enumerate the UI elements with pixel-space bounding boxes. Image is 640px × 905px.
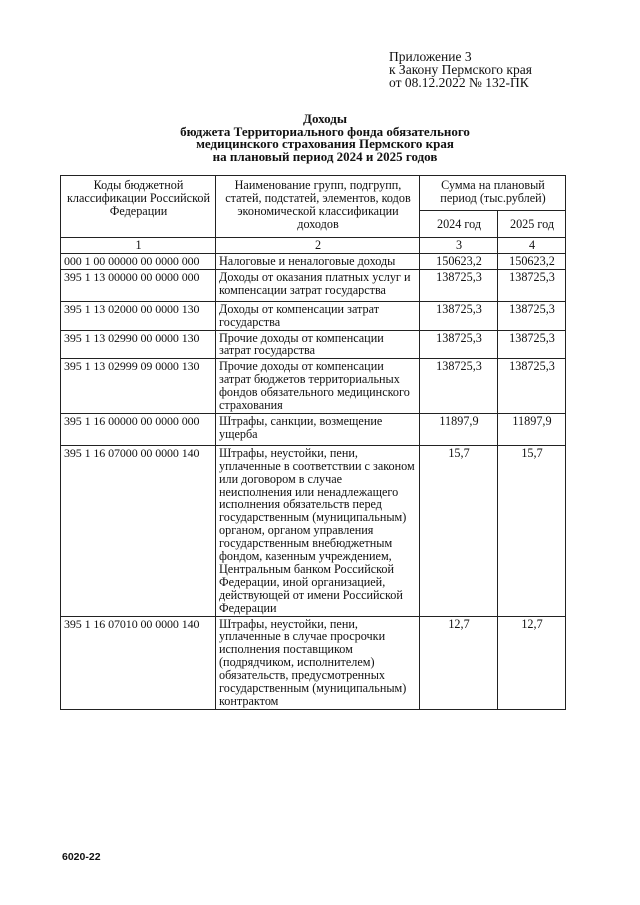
name-cell: Доходы от оказания платных услуг и компенсации затрат государства [216, 269, 420, 301]
code-cell: 000 1 00 00000 00 0000 000 [61, 254, 216, 270]
value-2025-cell: 15,7 [498, 445, 566, 616]
revenue-table [60, 175, 566, 710]
appendix-line: к Закону Пермского края [389, 62, 532, 77]
table-row [61, 254, 566, 270]
code-cell: 395 1 16 07010 00 0000 140 [61, 616, 216, 709]
value-2024-cell: 12,7 [420, 616, 498, 709]
name-cell: Прочие доходы от компенсации затрат бюджетов территориальных фондов обязательного медицинского страхования [216, 359, 420, 414]
title-line: на плановый период 2024 и 2025 годов [212, 148, 438, 164]
column-number: 3 [420, 238, 498, 254]
document-title [60, 113, 590, 163]
header-code: Коды бюджетной классификации Российской Федерации [61, 176, 216, 238]
name-cell: Штрафы, санкции, возмещение ущерба [216, 413, 420, 445]
value-2024-cell: 138725,3 [420, 269, 498, 301]
name-cell: Прочие доходы от компенсации затрат государства [216, 330, 420, 359]
appendix-note [389, 50, 532, 89]
title-line: Доходы [303, 111, 347, 126]
table-row [61, 269, 566, 301]
value-2025-cell: 150623,2 [498, 254, 566, 270]
value-2024-cell: 138725,3 [420, 330, 498, 359]
value-2025-cell: 138725,3 [498, 269, 566, 301]
header-sum: Сумма на плановый период (тыс.рублей) [420, 176, 566, 211]
table-row [61, 330, 566, 359]
table-row [61, 616, 566, 709]
name-cell: Налоговые и неналоговые доходы [216, 254, 420, 270]
table-row [61, 413, 566, 445]
value-2025-cell: 12,7 [498, 616, 566, 709]
code-cell: 395 1 16 00000 00 0000 000 [61, 413, 216, 445]
value-2025-cell: 11897,9 [498, 413, 566, 445]
table-row [61, 301, 566, 330]
table-body [61, 254, 566, 710]
appendix-line: от 08.12.2022 № 132-ПК [389, 75, 529, 90]
table-row [61, 359, 566, 414]
appendix-line: Приложение 3 [389, 49, 472, 64]
code-cell: 395 1 13 02990 00 0000 130 [61, 330, 216, 359]
code-cell: 395 1 13 00000 00 0000 000 [61, 269, 216, 301]
name-cell: Доходы от компенсации затрат государства [216, 301, 420, 330]
column-number: 1 [61, 238, 216, 254]
code-cell: 395 1 16 07000 00 0000 140 [61, 445, 216, 616]
header-year-2025: 2025 год [498, 211, 566, 238]
value-2024-cell: 138725,3 [420, 301, 498, 330]
name-cell: Штрафы, неустойки, пени, уплаченные в случае просрочки исполнения поставщиком (подрядчиком, исполнителем) обязательств, предусмотренных государственным (муниципальным) контрактом [216, 616, 420, 709]
table-header-row [61, 176, 566, 211]
value-2024-cell: 138725,3 [420, 359, 498, 414]
header-name: Наименование групп, подгрупп, статей, подстатей, элементов, кодов экономической классификации доходов [216, 176, 420, 238]
header-year-2024: 2024 год [420, 211, 498, 238]
value-2024-cell: 15,7 [420, 445, 498, 616]
code-cell: 395 1 13 02000 00 0000 130 [61, 301, 216, 330]
value-2024-cell: 150623,2 [420, 254, 498, 270]
table-row [61, 445, 566, 616]
title-line: медицинского страхования Пермского края [196, 136, 454, 152]
value-2024-cell: 11897,9 [420, 413, 498, 445]
code-cell: 395 1 13 02999 09 0000 130 [61, 359, 216, 414]
value-2025-cell: 138725,3 [498, 330, 566, 359]
value-2025-cell: 138725,3 [498, 301, 566, 330]
column-number: 2 [216, 238, 420, 254]
name-cell: Штрафы, неустойки, пени, уплаченные в соответствии с законом или договором в случае неисполнения или ненадлежащего исполнения обязательств перед государственным (муниципальным) органом, органом управления государственным внебюджетным фондом, казенным учреждением, Центральным банком Российской Федерации, иной организацией, действующей от имени Российской Федерации [216, 445, 420, 616]
value-2025-cell: 138725,3 [498, 359, 566, 414]
title-line: бюджета Территориального фонда обязательного [180, 123, 470, 139]
column-numbers-row [61, 238, 566, 254]
footer-code: 6020-22 [62, 851, 101, 863]
column-number: 4 [498, 238, 566, 254]
